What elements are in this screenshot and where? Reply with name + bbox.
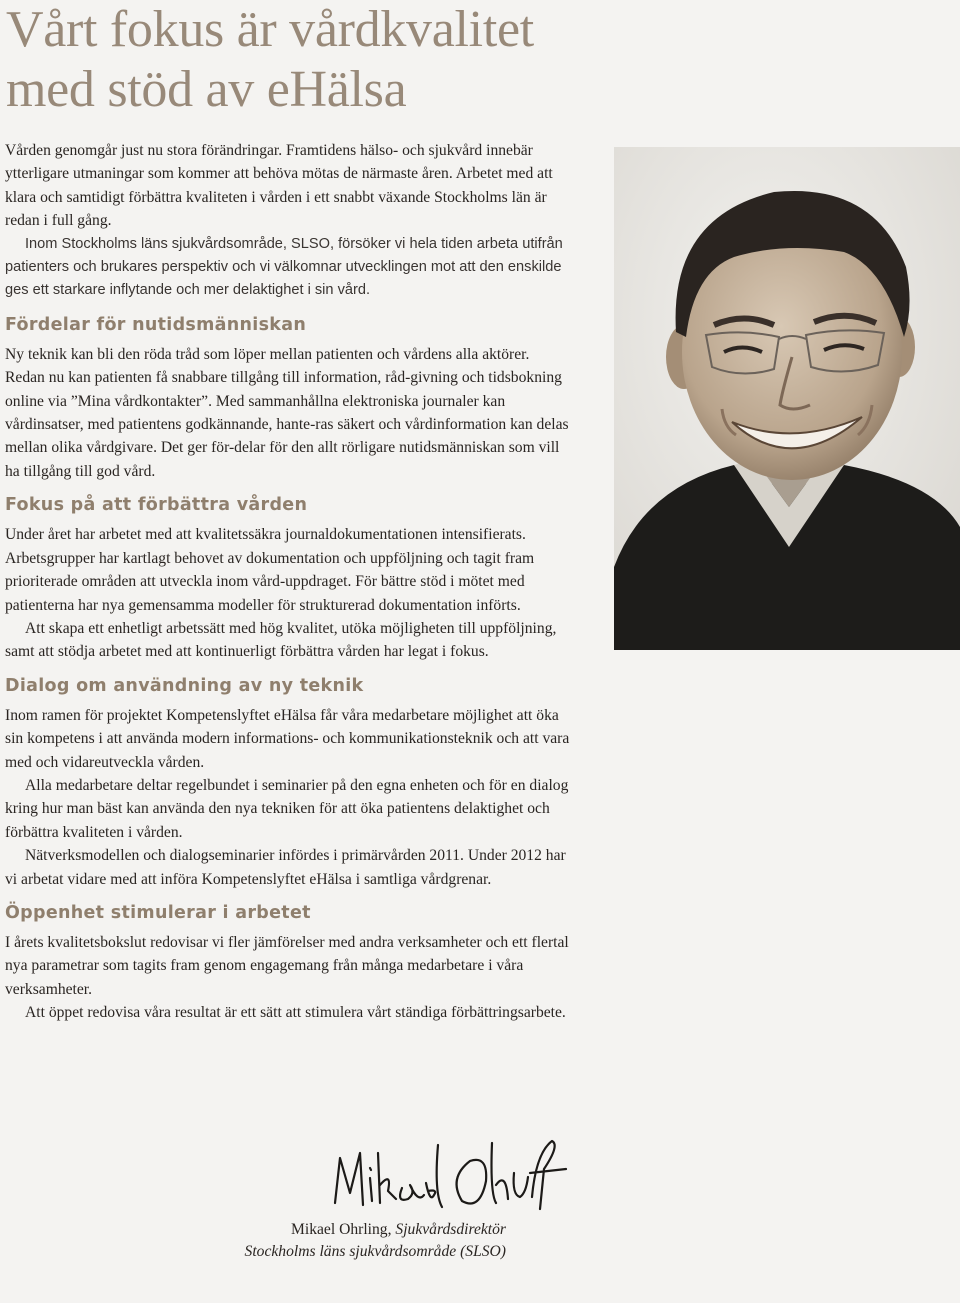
page-title [6,0,606,120]
section-paragraph: I årets kvalitetsbokslut redovisar vi fler jämförelser med andra verksamheter och ett flertal nya parametrar som tagits fram genom engagemang från många medarbetare i våra verksamheter. [5,933,569,998]
section-heading: Fördelar för nutidsmänniskan [5,314,307,335]
signer-name: Mikael Ohrling, [291,1221,392,1238]
section-heading: Fokus på att förbättra vården [5,495,308,516]
article-body [5,139,570,1025]
signer-organization: Stockholms läns sjukvårdsområde (SLSO) [244,1243,506,1260]
section-heading: Dialog om användning av ny teknik [5,675,364,696]
portrait-photo [614,147,960,650]
page-title-line-2: med stöd av eHälsa [6,61,407,118]
intro-paragraph-slso: Inom Stockholms läns sjukvårdsområde, SLSO, försöker vi hela tiden arbeta utifrån patienters och brukares perspektiv och vi välkomnar utvecklingen mot att den enskilde ges ett starkare inflytande och mer delaktighet i sin vård. [5,235,563,299]
section-heading: Öppenhet stimulerar i arbetet [5,902,311,923]
section-paragraph: Att skapa ett enhetligt arbetssätt med hög kvalitet, utöka möjligheten till uppföljning, samt att stödja arbetet med att kontinuerligt förbättra vården har legat i fokus. [5,619,557,661]
handwritten-signature [330,1133,570,1215]
section-paragraph: Nätverksmodellen och dialogseminarier infördes i primärvården 2011. Under 2012 har vi arbetat vidare med att införa Kompetenslyftet eHälsa i samtliga vårdgrenar. [5,847,566,888]
page-title-line-1: Vårt fokus är vårdkvalitet [6,1,534,58]
section-paragraph: Ny teknik kan bli den röda tråd som löper mellan patienten och vårdens alla aktörer. Redan nu kan patienten få snabbare tillgång till information, råd-givning och tidsbokning online via ”Mina vårdkontakter”. Med sammanhållna elektroniska journaler kan vårdinsatser, med patientens godkännande, hante-ras säkert och vårdinformation kan delas mellan olika vårdgivare. Det ger för-delar för den allt rörligare nutidsmänniskan som vill ha tillgång till god vård. [5,345,569,480]
section-paragraph: Att öppet redovisa våra resultat är ett sätt att stimulera vårt ständiga förbättringsarbete. [25,1004,566,1022]
section-paragraph: Alla medarbetare deltar regelbundet i seminarier på den egna enheten och för en dialog kring hur man bäst kan använda den nya tekniken för att öka patientens delaktighet och förbättra kvaliteten i vården. [5,776,569,841]
signature-caption [190,1219,506,1263]
section-paragraph: Inom ramen för projektet Kompetenslyftet eHälsa får våra medarbetare möjlighet att öka sin kompetens i att använda modern informations- och kommunikationsteknik och att vara med och vidareutveckla vården. [5,706,570,771]
section-paragraph: Under året har arbetet med att kvalitetssäkra journaldokumentationen intensifierats. Arbetsgrupper har kartlagt behovet av dokumentation och uppföljning och tagit fram prioriterade områden att utveckla inom vård-uppdraget. För bättre stöd i mötet med patienterna har nya gemensamma modeller för strukturerad dokumentation införts. [5,526,535,614]
intro-paragraph: Vården genomgår just nu stora förändringar. Framtidens hälso- och sjukvård innebär ytterligare utmaningar som kommer att behöva mötas de närmaste åren. Arbetet med att klara och samtidigt förbättra kvaliteten i vården i ett snabbt växande Stockholms län är redan i full gång. [5,142,553,230]
signer-role: Sjukvårdsdirektör [395,1221,506,1238]
